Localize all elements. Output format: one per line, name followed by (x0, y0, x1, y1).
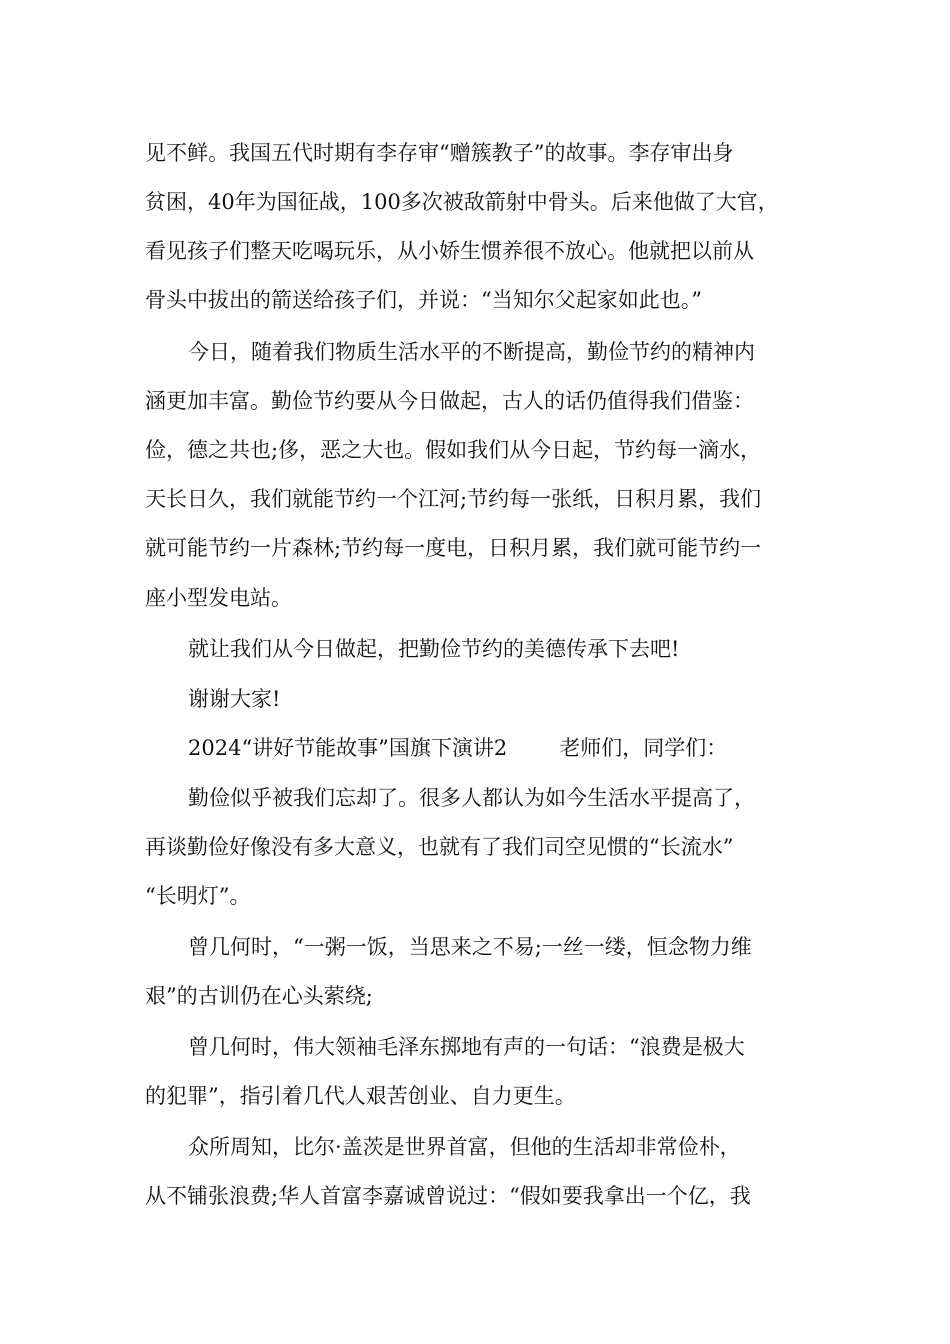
text-line: 的犯罪”，指引着几代人艰苦创业、自力更生。 (145, 1084, 576, 1108)
text-line: 天长日久，我们就能节约一个江河;节约每一张纸，日积月累，我们 (145, 487, 762, 511)
text-line: 曾几何时，伟大领袖毛泽东掷地有声的一句话：“浪费是极大 (188, 1035, 745, 1059)
salutation: 老师们，同学们： (559, 736, 728, 760)
text-line: “长明灯”。 (145, 884, 251, 908)
text-line: 贫困，40年为国征战，100多次被敌箭射中骨头。后来他做了大官， (145, 190, 779, 214)
text-line: 众所周知，比尔·盖茨是世界首富，但他的生活却非常俭朴， (188, 1135, 741, 1159)
text-line: 就让我们从今日做起，把勤俭节约的美德传承下去吧! (188, 637, 680, 661)
heading-line (188, 733, 727, 763)
text-line: 涵更加丰富。勤俭节约要从今日做起，古人的话仍值得我们借鉴： (145, 389, 754, 413)
speech-title: 2024“讲好节能故事”国旗下演讲2 (188, 736, 508, 760)
text-line: 艰”的古训仍在心头萦绕; (145, 984, 373, 1008)
text-line: 就可能节约一片森林;节约每一度电，日积月累，我们就可能节约一 (145, 536, 762, 560)
text-line: 勤俭似乎被我们忘却了。很多人都认为如今生活水平提高了， (188, 786, 755, 810)
text-line: 从不铺张浪费;华人首富李嘉诚曾说过：“假如要我拿出一个亿，我 (145, 1184, 751, 1208)
text-line: 谢谢大家! (188, 687, 281, 711)
text-line: 座小型发电站。 (145, 586, 292, 610)
text-line: 骨头中拔出的箭送给孩子们，并说：“当知尔父起家如此也。” (145, 288, 702, 312)
text-line: 看见孩子们整天吃喝玩乐，从小娇生惯养很不放心。他就把以前从 (145, 239, 754, 263)
text-line: 今日，随着我们物质生活水平的不断提高，勤俭节约的精神内 (188, 340, 755, 364)
text-line: 再谈勤俭好像没有多大意义，也就有了我们司空见惯的“长流水” (145, 835, 734, 859)
text-line: 曾几何时，“一粥一饭，当思来之不易;一丝一缕，恒念物力维 (188, 935, 752, 959)
text-line: 见不鲜。我国五代时期有李存审“赠簇教子”的故事。李存审出身 (145, 141, 734, 165)
text-line: 俭，德之共也;侈，恶之大也。假如我们从今日起，节约每一滴水， (145, 438, 762, 462)
